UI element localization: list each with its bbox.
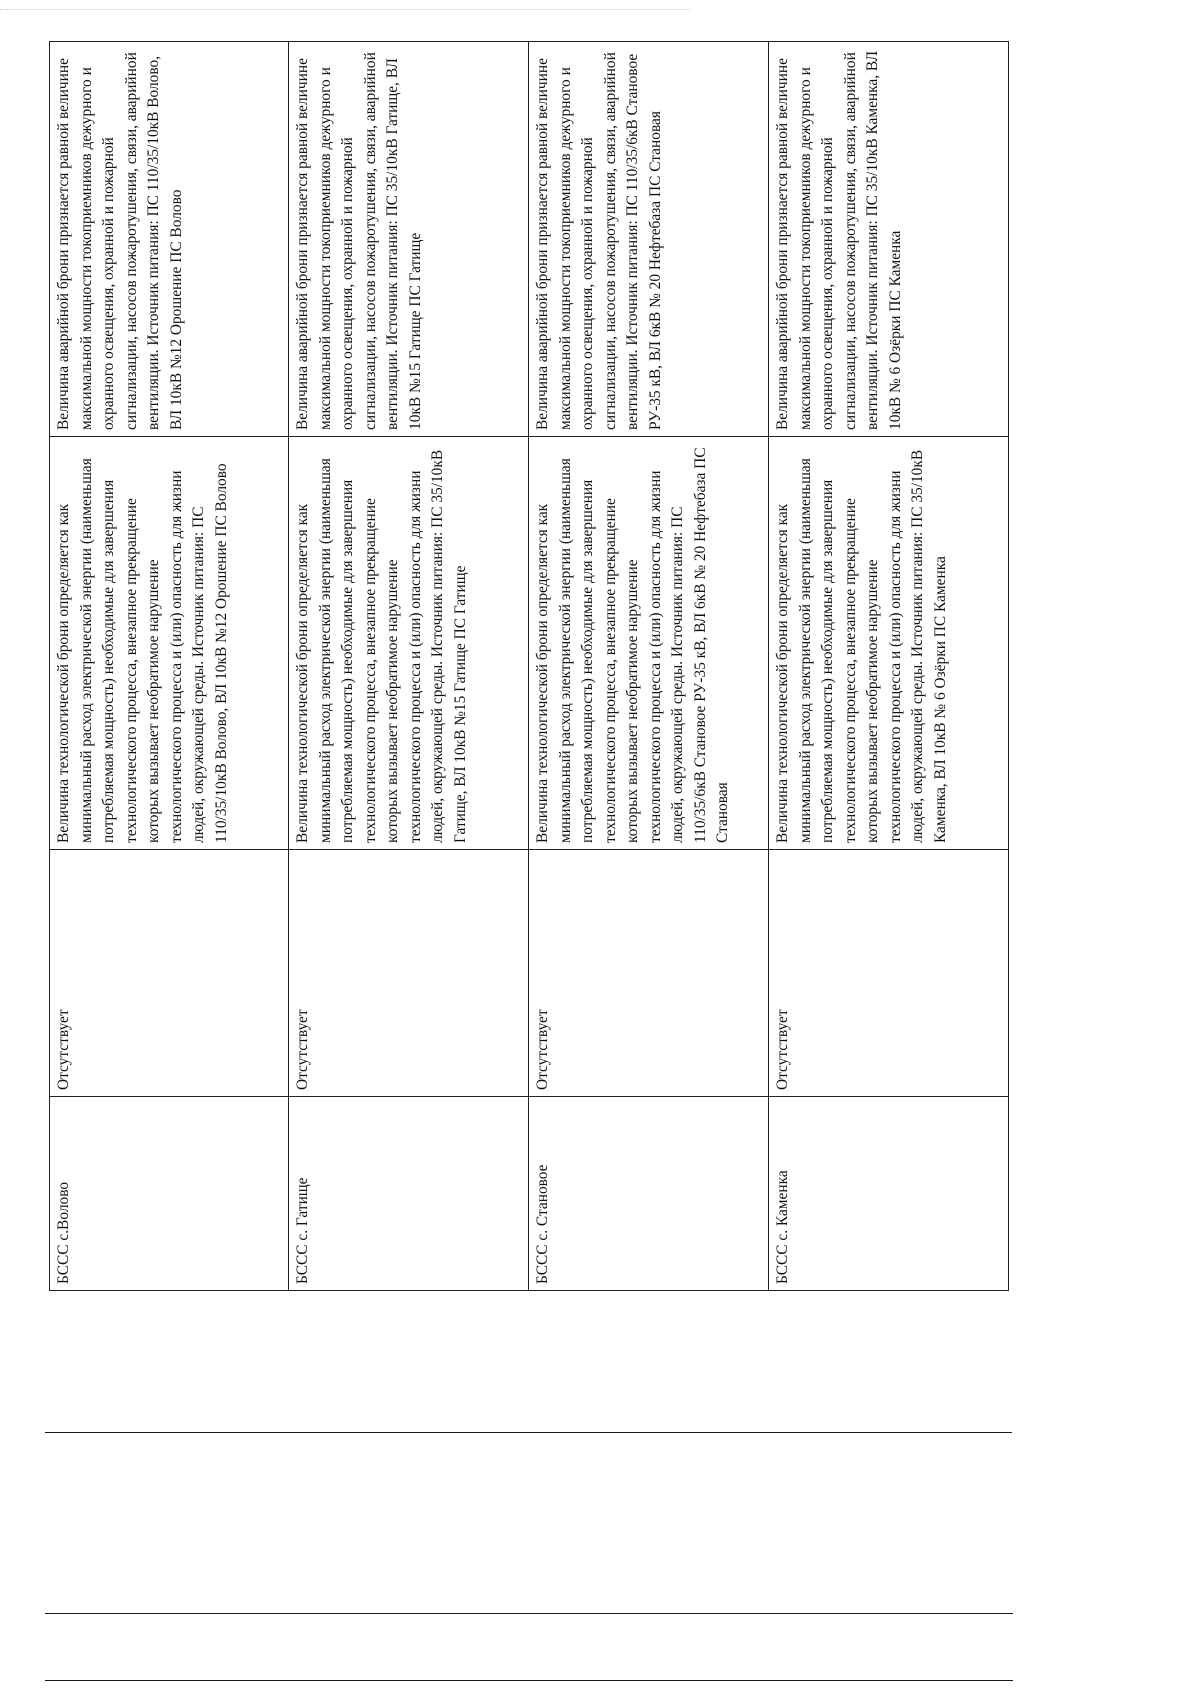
table-row [529,41,769,1291]
table-row [49,41,289,1291]
status-cell: Отсутствует [769,849,1008,1096]
signature-line [45,1680,1013,1681]
signature-line [45,1432,1012,1433]
tech-reserve-cell: Величина технологической брони определяется как минимальный расход электрической энергии (наименьшая потребляемая мощность) необходимые для завершения технологического процесса, внезапное прекращение которых вызывает необратимое нарушение технологического процесса и (или) опасность для жизни людей, окружающей среды. Источник питания: ПС 110/35/10кВ Волово, ВЛ 10кВ №12 Орошение ПС Волово [50,436,288,849]
object-name-cell: БССС с. Становое [529,1096,768,1290]
emergency-reserve-cell: Величина аварийной брони признается равной величине максимальной мощности токоприемников дежурного и охранного освещения, охранной и пожарной сигнализации, насосов пожаротушения, связи, аварийной вентиляции. Источник питания: ПС 35/10кВ Гатище, ВЛ 10кВ №15 Гатище ПС Гатище [294,52,424,430]
tech-reserve-cell: Величина технологической брони определяется как минимальный расход электрической энергии (наименьшая потребляемая мощность) необходимые для завершения технологического процесса, внезапное прекращение которых вызывает необратимое нарушение технологического процесса и (или) опасность для жизни людей, окружающей среды. Источник питания: ПС 35/10кВ Гатище, ВЛ 10кВ №15 Гатище ПС Гатище [289,436,528,849]
emergency-reserve-cell: Величина аварийной брони признается равной величине максимальной мощности токоприемников дежурного и охранного освещения, охранной и пожарной сигнализации, насосов пожаротушения, связи, аварийной вентиляции. Источник питания: ПС 35/10кВ Каменка, ВЛ 10кВ № 6 Озёрки ПС Каменка [774,50,904,430]
emergency-reserve-cell: Величина аварийной брони признается равной величине максимальной мощности токоприемников дежурного и охранного освещения, охранной и пожарной сигнализации, насосов пожаротушения, связи, аварийной вентиляции. Источник питания: ПС 110/35/10кВ Волово, ВЛ 10кВ №12 Орошение ПС Волово [55,52,185,430]
object-name-cell: БССС с. Каменка [769,1096,1008,1290]
reserve-table [49,41,1009,1291]
tech-reserve-cell: Величина технологической брони определяется как минимальный расход электрической энергии (наименьшая потребляемая мощность) необходимые для завершения технологического процесса, внезапное прекращение которых вызывает необратимое нарушение технологического процесса и (или) опасность для жизни людей, окружающей среды. Источник питания: ПС 110/35/6кВ Становое РУ-35 кВ, ВЛ 6кВ № 20 Нефтебаза ПС Становая [529,436,768,849]
signature-line [45,1613,1013,1614]
object-name-cell: БССС с.Волово [50,1096,288,1290]
status-cell: Отсутствует [50,849,288,1096]
scan-edge [0,9,690,10]
table-row [289,41,529,1291]
status-cell: Отсутствует [289,849,528,1096]
table-row [769,41,1009,1291]
emergency-reserve-cell: Величина аварийной брони признается равной величине максимальной мощности токоприемников дежурного и охранного освещения, охранной и пожарной сигнализации, насосов пожаротушения, связи, аварийной вентиляции. Источник питания: ПС 110/35/6кВ Становое РУ-35 кВ, ВЛ 6кВ № 20 Нефтебаза ПС Становая [534,52,664,430]
object-name-cell: БССС с. Гатище [289,1096,528,1290]
tech-reserve-cell: Величина технологической брони определяется как минимальный расход электрической энергии (наименьшая потребляемая мощность) необходимые для завершения технологического процесса, внезапное прекращение которых вызывает необратимое нарушение технологического процесса и (или) опасность для жизни людей, окружающей среды. Источник питания: ПС 35/10кВ Каменка, ВЛ 10кВ № 6 Озёрки ПС Каменка [769,436,1008,849]
status-cell: Отсутствует [529,849,768,1096]
